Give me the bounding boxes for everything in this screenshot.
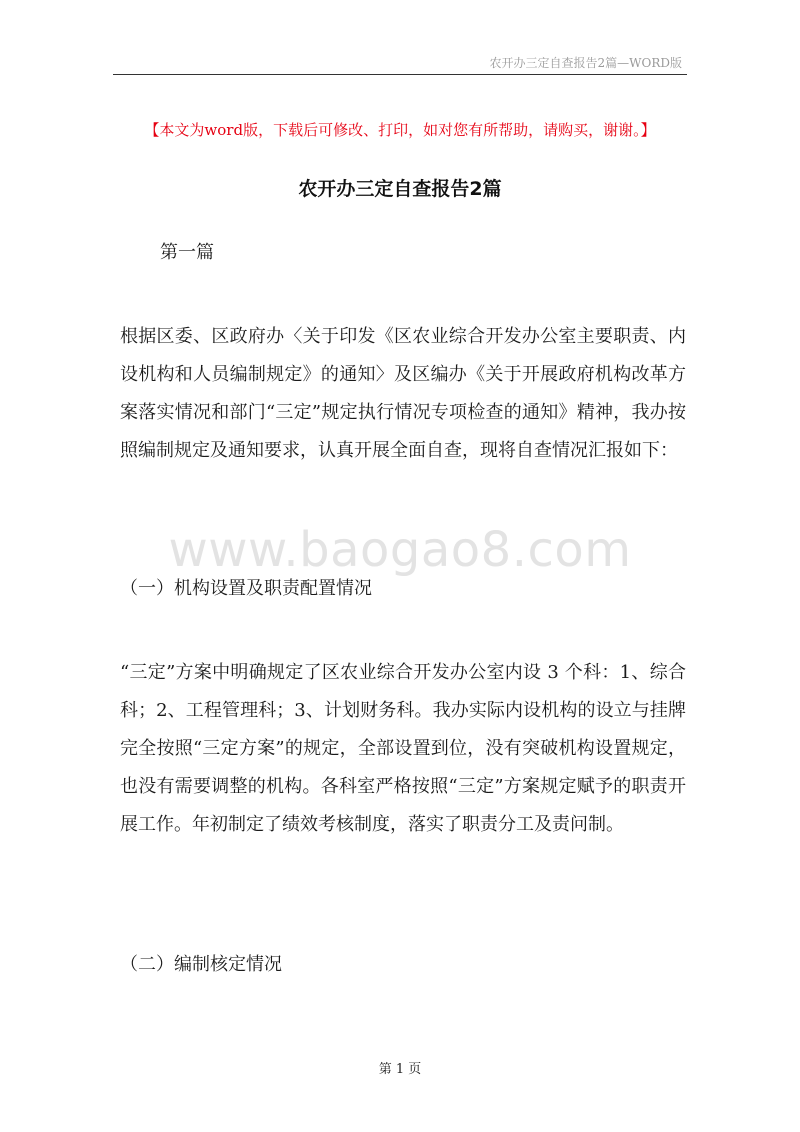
purchase-notice: 【本文为word版，下载后可修改、打印，如对您有所帮助，请购买，谢谢。】 bbox=[144, 121, 656, 139]
section-label: 第一篇 bbox=[160, 242, 214, 263]
document-title: 农开办三定自查报告2篇 bbox=[298, 178, 502, 200]
body-paragraph: 根据区委、区政府办〈关于印发《区农业综合开发办公室主要职责、内设机构和人员编制规定》的通知〉及区编办《关于开展政府机构改革方案落实情况和部门“三定”规定执行情况专项检查的通知》精神，我办按照编制规定及通知要求，认真开展全面自查，现将自查情况汇报如下： bbox=[120, 326, 686, 461]
page-number: 第 1 页 bbox=[378, 1062, 422, 1077]
subheading: （一）机构设置及职责配置情况 bbox=[120, 578, 372, 599]
body-paragraph: “三定”方案中明确规定了区农业综合开发办公室内设 3 个科：1、综合科；2、工程管理科；3、计划财务科。我办实际内设机构的设立与挂牌完全按照“三定方案”的规定，全部设置到位，没有突破机构设置规定，也没有需要调整的机构。各科室严格按照“三定”方案规定赋予的职责开展工作。年初制定了绩效考核制度，落实了职责分工及责问制。 bbox=[120, 662, 686, 835]
header-divider bbox=[113, 74, 687, 75]
subheading: （二）编制核定情况 bbox=[120, 954, 282, 975]
watermark: www.baogao8.com bbox=[168, 522, 632, 578]
running-header: 农开办三定自查报告2篇—WORD版 bbox=[489, 56, 682, 70]
